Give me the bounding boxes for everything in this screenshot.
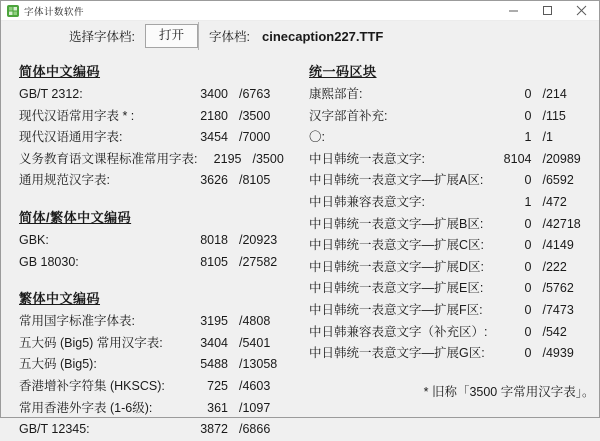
stat-label: 中日韩兼容表意文字（补充区）:: [309, 324, 488, 339]
stat-row: [19, 398, 295, 420]
stat-total: /115: [542, 108, 566, 123]
stat-total: /7000: [239, 130, 271, 145]
stat-count: 725: [207, 378, 228, 393]
stat-count: 0: [524, 216, 532, 231]
stat-count: 8018: [200, 232, 228, 247]
stat-total: /13058: [239, 357, 278, 372]
stat-label: 通用规范汉字表:: [19, 173, 110, 188]
stat-total: /3500: [239, 108, 271, 123]
stat-total: /5762: [542, 281, 574, 296]
font-file-name: cinecaption227.TTF: [261, 28, 384, 44]
stat-count: 0: [524, 346, 532, 361]
stat-list: [19, 311, 295, 441]
stat-row: [19, 127, 295, 149]
stat-label: 香港增补字符集 (HKSCS):: [19, 378, 165, 393]
stat-row: [19, 84, 295, 106]
stat-row: [309, 214, 598, 236]
stat-label: 中日韩统一表意文字—扩展C区:: [309, 238, 485, 253]
stat-label: 中日韩统一表意文字—扩展E区:: [309, 281, 484, 296]
stat-total: /8105: [239, 173, 271, 188]
right-column: [295, 53, 598, 441]
stat-total: /4149: [542, 238, 574, 253]
app-icon: [7, 5, 19, 17]
stat-row: [309, 235, 598, 257]
stat-count: 2180: [200, 108, 228, 123]
stat-row: [309, 300, 598, 322]
stat-row: [19, 419, 295, 441]
footnote: * 旧称「3500 字常用汉字表」。: [423, 384, 595, 399]
stat-row: [309, 106, 598, 128]
stat-row: [309, 257, 598, 279]
close-icon: [577, 6, 587, 16]
stat-count: 1: [524, 130, 532, 145]
stat-row: [19, 252, 295, 274]
stat-row: [19, 230, 295, 252]
stat-count: 1: [524, 194, 532, 209]
maximize-icon: [543, 6, 553, 16]
stat-total: /5401: [239, 335, 271, 350]
font-file-label: 字体档:: [209, 30, 250, 44]
stat-label: GB/T 12345:: [19, 422, 90, 437]
stat-label: 中日韩兼容表意文字:: [309, 194, 425, 209]
stat-label: 五大码 (Big5):: [19, 357, 97, 372]
stat-count: 0: [524, 238, 532, 253]
stat-count: 3454: [200, 130, 228, 145]
stat-label: 中日韩统一表意文字—扩展B区:: [309, 216, 484, 231]
stat-count: 5488: [200, 357, 228, 372]
stat-count: 0: [524, 173, 532, 188]
stat-count: 3195: [200, 314, 228, 329]
stat-count: 0: [524, 302, 532, 317]
stat-total: /214: [542, 87, 567, 101]
stat-list: [19, 84, 295, 192]
stat-total: /4808: [239, 314, 271, 329]
stat-row: [309, 170, 598, 192]
titlebar: [1, 1, 599, 21]
stat-total: /42718: [542, 216, 581, 231]
select-font-label: 选择字体档:: [69, 30, 135, 44]
left-column: [19, 53, 295, 441]
stat-total: /27582: [239, 254, 278, 269]
stat-total: /1: [542, 130, 553, 145]
stat-row: [19, 170, 295, 192]
stat-label: 现代汉语常用字表 * :: [19, 108, 135, 123]
stat-row: [19, 311, 295, 333]
stat-label: 中日韩统一表意文字—扩展G区:: [309, 346, 485, 361]
stat-total: /20989: [542, 151, 581, 166]
stat-label: 义务教育语文课程标准常用字表:: [19, 151, 198, 166]
stat-row: [19, 354, 295, 376]
stat-count: 0: [524, 281, 532, 296]
stat-total: /20923: [239, 232, 278, 247]
stat-label: 中日韩统一表意文字:: [309, 151, 425, 166]
stat-label: 中日韩统一表意文字—扩展D区:: [309, 259, 485, 274]
section-simplified: [19, 61, 295, 192]
stat-label: 〇:: [309, 130, 325, 145]
stat-label: 五大码 (Big5) 常用汉字表:: [19, 335, 163, 350]
stat-total: /542: [542, 324, 567, 339]
section-heading: 统一码区块: [309, 64, 377, 79]
stat-label: 康熙部首:: [309, 87, 363, 101]
stat-label: GB/T 2312:: [19, 87, 83, 101]
stat-count: 0: [524, 87, 532, 101]
minimize-button[interactable]: [497, 1, 531, 21]
stat-total: /222: [542, 259, 567, 274]
stat-row: [309, 149, 598, 171]
stat-row: [309, 127, 598, 149]
stat-count: 0: [524, 108, 532, 123]
stat-list: [309, 84, 598, 365]
main-content: [1, 51, 599, 441]
stat-list: [19, 230, 295, 273]
stat-count: 3626: [200, 173, 228, 188]
close-button[interactable]: [565, 1, 599, 21]
stat-total: /1097: [239, 400, 271, 415]
stat-total: /6592: [542, 173, 574, 188]
stat-label: GBK:: [19, 232, 49, 247]
stat-count: 2195: [213, 151, 242, 166]
stat-row: [309, 322, 598, 344]
stat-total: /472: [542, 194, 567, 209]
section-heading: 繁体中文编码: [19, 291, 101, 307]
maximize-button[interactable]: [531, 1, 565, 21]
open-button[interactable]: 打开: [145, 24, 198, 48]
stat-count: 3400: [200, 87, 228, 101]
stat-label: 常用香港外字表 (1-6级):: [19, 400, 153, 415]
stat-label: 中日韩统一表意文字—扩展F区:: [309, 302, 483, 317]
window-title: 字体计数软件: [24, 6, 85, 18]
section-traditional: [19, 288, 295, 441]
stat-row: [309, 84, 598, 106]
stat-count: 8105: [200, 254, 228, 269]
section-unicode: [309, 53, 598, 365]
stat-row: [309, 192, 598, 214]
stat-count: 8104: [503, 151, 532, 166]
stat-count: 3404: [200, 335, 228, 350]
section-simp-trad: [19, 207, 295, 273]
stat-total: /7473: [542, 302, 574, 317]
stat-row: [309, 343, 598, 365]
stat-count: 0: [524, 324, 532, 339]
stat-label: 汉字部首补充:: [309, 108, 388, 123]
toolbar-divider: [198, 22, 199, 50]
stat-row: [19, 333, 295, 355]
stat-count: 0: [524, 259, 532, 274]
stat-label: 现代汉语通用字表:: [19, 130, 123, 145]
stat-label: GB 18030:: [19, 254, 79, 269]
section-heading: 简体中文编码: [19, 64, 101, 79]
stat-row: [19, 106, 295, 128]
stat-total: /4939: [542, 346, 574, 361]
stat-label: 常用国字标准字体表:: [19, 314, 135, 329]
stat-row: [19, 149, 295, 171]
stat-row: [19, 376, 295, 398]
stat-total: /4603: [239, 378, 271, 393]
toolbar: [1, 21, 599, 51]
section-heading: 简体/繁体中文编码: [19, 209, 132, 225]
stat-row: [309, 278, 598, 300]
minimize-icon: [509, 6, 519, 16]
stat-total: /3500: [252, 151, 284, 166]
stat-label: 中日韩统一表意文字—扩展A区:: [309, 173, 484, 188]
stat-total: /6866: [239, 422, 271, 437]
stat-count: 361: [207, 400, 228, 415]
stat-total: /6763: [239, 87, 271, 101]
stat-count: 3872: [200, 422, 228, 437]
